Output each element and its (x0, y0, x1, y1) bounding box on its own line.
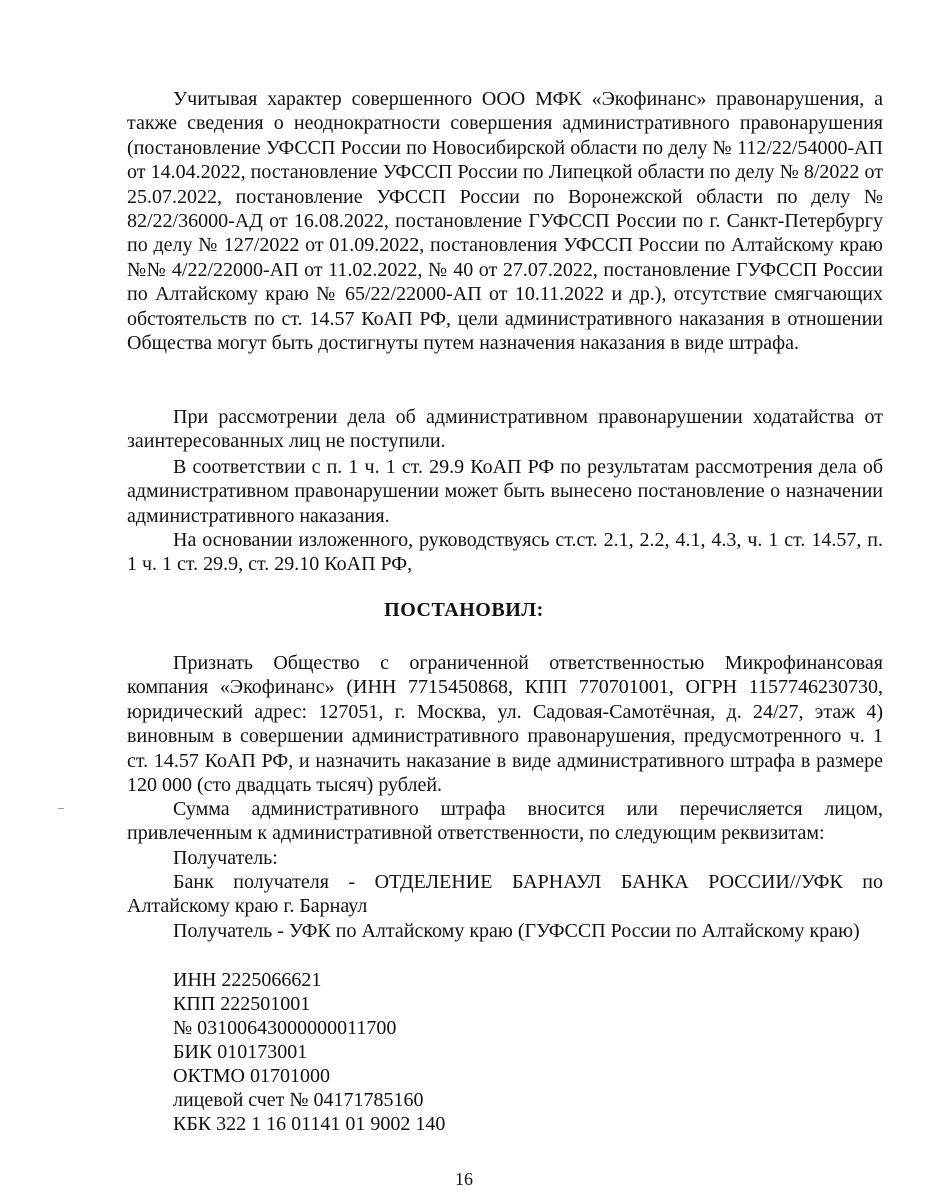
recipient-label: Получатель: (173, 847, 278, 869)
recipient-name: Получатель - УФК по Алтайскому краю (ГУФССП России по Алтайскому краю) (173, 920, 860, 942)
paragraph-no-petitions: При рассмотрении дела об административном правонарушении ходатайства от заинтересованных лиц не поступили. (127, 406, 883, 453)
page-number: 16 (455, 1169, 473, 1189)
requisite-account: № 03100643000000011700 (173, 1017, 397, 1039)
resolution-heading: ПОСТАНОВИЛ: (384, 599, 544, 621)
requisite-inn: ИНН 2225066621 (173, 969, 322, 991)
scan-artifact (58, 808, 64, 809)
recipient-bank: Банк получателя - ОТДЕЛЕНИЕ БАРНАУЛ БАНКА РОССИИ//УФК по Алтайскому краю г. Барнаул (127, 871, 883, 918)
requisite-bik: БИК 010173001 (173, 1041, 308, 1063)
paragraph-payment-requisites-intro: Сумма административного штрафа вносится или перечисляется лицом, привлеченным к административной ответственности, по следующим реквизитам: (127, 798, 883, 845)
requisite-oktmo: ОКТМО 01701000 (173, 1065, 330, 1087)
paragraph-legal-basis: В соответствии с п. 1 ч. 1 ст. 29.9 КоАП РФ по результатам рассмотрения дела об административном правонарушении может быть вынесено постановление о назначении административного наказания. (127, 456, 883, 527)
requisite-kpp: КПП 222501001 (173, 993, 311, 1015)
paragraph-guided-by: На основании изложенного, руководствуясь ст.ст. 2.1, 2.2, 4.1, 4.3, ч. 1 ст. 14.57, п. 1 ч. 1 ст. 29.9, ст. 29.10 КоАП РФ, (127, 529, 883, 576)
requisite-personal-account: лицевой счет № 04171785160 (173, 1089, 424, 1111)
paragraph-verdict: Признать Общество с ограниченной ответственностью Микрофинансовая компания «Экофинанс» (ИНН 7715450868, КПП 770701001, ОГРН 1157746230730, юридический адрес: 127051, г. Москва, ул. Садовая-Самотёчная, д. 24/27, этаж 4) виновным в совершении административного правонарушения, предусмотренного ч. 1 ст. 14.57 КоАП РФ, и назначить наказание в виде административного штрафа в размере 120 000 (сто двадцать тысяч) рублей. (127, 652, 883, 797)
paragraph-aggravating-circumstances: Учитывая характер совершенного ООО МФК «Экофинанс» правонарушения, а также сведения о неоднократности совершения административного правонарушения (постановление УФССП России по Новосибирской области по делу № 112/22/54000-АП от 14.04.2022, постановление УФССП России по Липецкой области по делу № 8/2022 от 25.07.2022, постановление УФССП России по Воронежской области по делу № 82/22/36000-АД от 16.08.2022, постановление ГУФССП России по г. Санкт-Петербургу по делу № 127/2022 от 01.09.2022, постановления УФССП России по Алтайскому краю №№ 4/22/22000-АП от 11.02.2022, № 40 от 27.07.2022, постановление ГУФССП России по Алтайскому краю № 65/22/22000-АП от 10.11.2022 и др.), отсутствие смягчающих обстоятельств по ст. 14.57 КоАП РФ, цели административного наказания в отношении Общества могут быть достигнуты путем назначения наказания в виде штрафа. (127, 88, 883, 355)
requisite-kbk: КБК 322 1 16 01141 01 9002 140 (173, 1113, 446, 1135)
